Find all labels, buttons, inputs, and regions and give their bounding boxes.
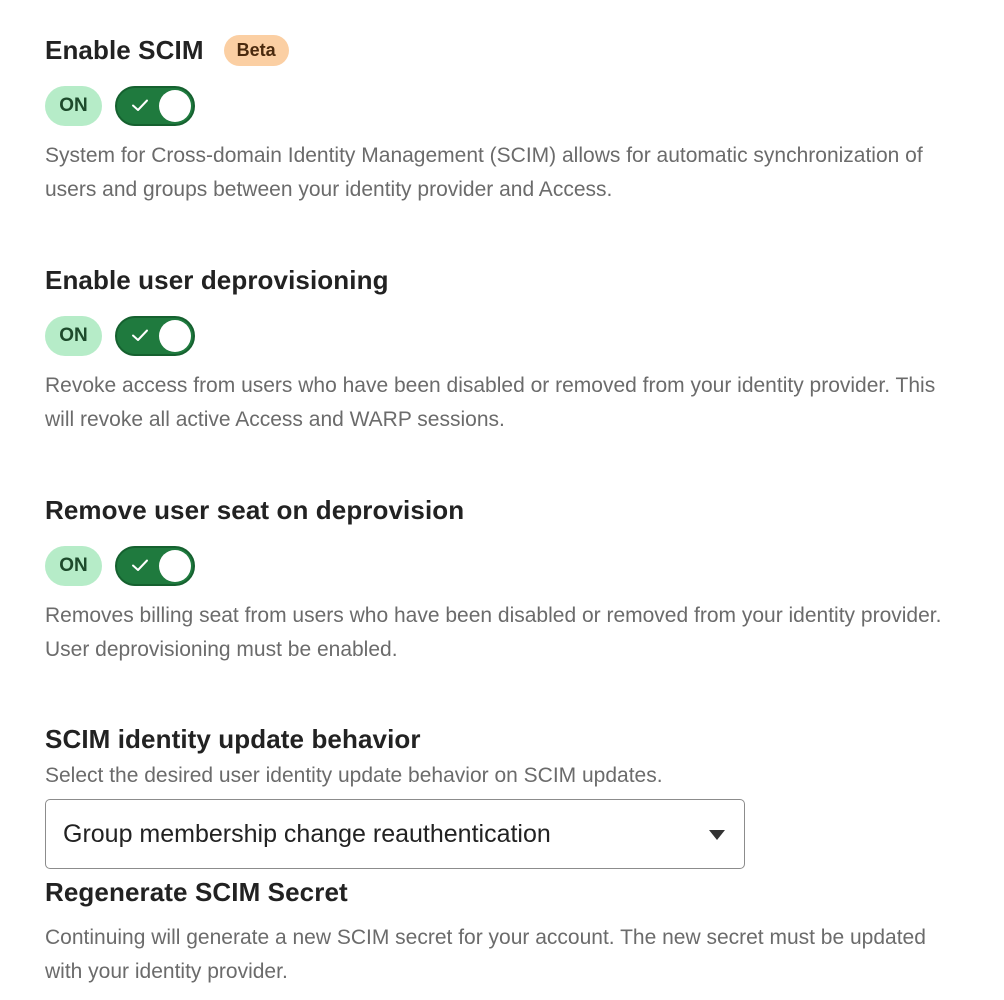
user-deprovisioning-title-row [45,260,945,300]
toggle-knob [159,550,191,582]
enable-scim-toggle-row [45,85,945,127]
regenerate-secret-title-row [45,872,945,912]
check-icon [129,324,151,346]
enable-scim-title-row [45,30,945,70]
check-icon [129,554,151,576]
update-behavior-title: SCIM identity update behavior [45,723,421,754]
beta-badge: Beta [224,35,289,66]
check-icon [129,94,151,116]
enable-scim-state-label: ON [45,86,102,126]
remove-seat-state-label: ON [45,546,102,586]
remove-seat-title-row [45,490,945,530]
toggle-knob [159,90,191,122]
enable-scim-description: System for Cross-domain Identity Management (SCIM) allows for automatic synchronization of users and groups between your identity provider and Access. [45,144,923,201]
user-deprovisioning-toggle[interactable] [115,316,195,356]
caret-down-icon [709,830,725,840]
regenerate-secret-section [45,872,945,989]
enable-scim-title: Enable SCIM [45,34,204,65]
remove-seat-toggle-row [45,545,945,587]
user-deprovisioning-state-label: ON [45,316,102,356]
update-behavior-selected-value: Group membership change reauthentication [63,819,551,848]
remove-seat-toggle[interactable] [115,546,195,586]
user-deprovisioning-description: Revoke access from users who have been disabled or removed from your identity provider. This will revoke all active Access and WARP sessions. [45,374,936,431]
user-deprovisioning-section [45,260,945,437]
enable-scim-section [45,30,945,207]
user-deprovisioning-toggle-row [45,315,945,357]
remove-seat-section [45,490,945,667]
enable-scim-toggle[interactable] [115,86,195,126]
remove-seat-title: Remove user seat on deprovision [45,494,465,525]
update-behavior-section [45,719,945,791]
update-behavior-description: Select the desired user identity update behavior on SCIM updates. [45,764,663,787]
regenerate-secret-description: Continuing will generate a new SCIM secret for your account. The new secret must be updated with your identity provider. [45,926,926,983]
toggle-knob [159,320,191,352]
update-behavior-select[interactable] [45,799,745,869]
regenerate-secret-title: Regenerate SCIM Secret [45,876,348,907]
remove-seat-description: Removes billing seat from users who have been disabled or removed from your identity provider. User deprovisioning must be enabled. [45,604,942,661]
user-deprovisioning-title: Enable user deprovisioning [45,264,389,295]
update-behavior-title-row [45,719,945,759]
